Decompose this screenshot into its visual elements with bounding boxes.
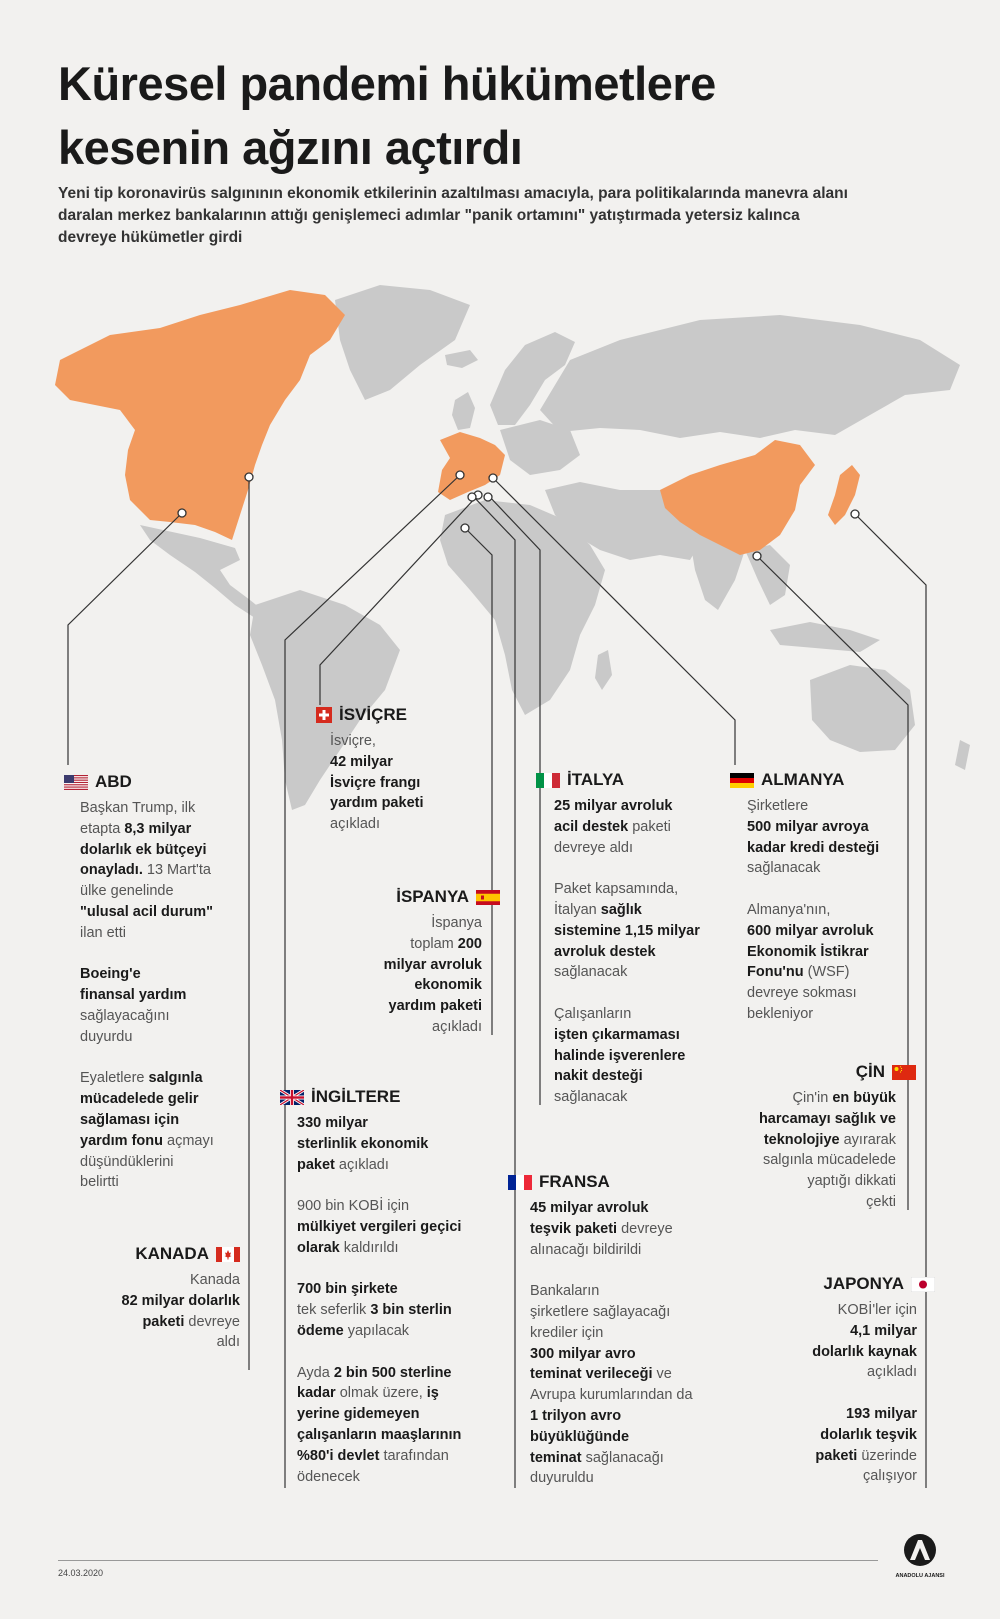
- country-name: ABD: [95, 771, 132, 791]
- country-text: [320, 913, 500, 1038]
- country-text: [536, 796, 736, 1108]
- country-name: İTALYA: [567, 769, 625, 789]
- paragraph: Başkan Trump, ilk etapta 8,3 milyar dolarlık ek bütçeyi onayladı. 13 Mart'ta ülke genelinde "ulusal acil durum" ilan etti: [80, 800, 213, 941]
- country-block-isvicre: [316, 703, 496, 856]
- country-name: İSPANYA: [396, 886, 469, 906]
- paragraph: Bankaların şirketlere sağlayacağı krediler için 300 milyar avro teminat verileceği ve Avrupa kurumlarından da 1 trilyon avro büyüklüğünde teminat sağlanacağı duyuruldu: [530, 1283, 693, 1487]
- paragraph: Ayda 2 bin 500 sterline kadar olmak üzere, iş yerine gidemeyen çalışanların maaşlarının %80'i devlet tarafından ödenecek: [297, 1364, 462, 1485]
- country-text: [280, 1113, 500, 1487]
- paragraph: 25 milyar avroluk acil destek paketi devreye aldı: [554, 798, 673, 856]
- country-name: ALMANYA: [761, 769, 845, 789]
- japan-flag-icon: [911, 1277, 935, 1292]
- italy-flag-icon: [536, 773, 560, 788]
- madagascar-shape: [595, 650, 612, 690]
- country-block-abd: [64, 770, 244, 1214]
- paragraph: Çalışanların işten çıkarmaması halinde işverenlere nakit desteği sağlanacak: [554, 1005, 686, 1106]
- country-block-italya: [536, 768, 736, 1129]
- iceland-shape: [445, 350, 478, 368]
- paragraph: 330 milyar sterlinlik ekonomik paket açıkladı: [297, 1115, 429, 1173]
- paragraph: Paket kapsamında, İtalyan sağlık sistemine 1,15 milyar avroluk destek sağlanacak: [554, 881, 700, 981]
- uk-shape: [452, 392, 475, 430]
- country-name: İNGİLTERE: [311, 1086, 401, 1106]
- paragraph: 900 bin KOBİ için mülkiyet vergileri geçici olarak kaldırıldı: [297, 1198, 462, 1256]
- page-subtitle: Yeni tip koronavirüs salgınının ekonomik etkilerinin azaltılması amacıyla, para politikalarında manevra alanı daralan merkez bankalarının attığı genişlemeci adımlar "panik ortamını" yatıştırmada yetersiz kalınca devreye hükümetler girdi: [58, 185, 848, 246]
- paragraph: KOBİ'ler için 4,1 milyar dolarlık kaynak açıkladı: [812, 1302, 917, 1381]
- north-america-shape: [55, 290, 345, 540]
- country-block-almanya: [730, 768, 930, 1046]
- country-text: [730, 796, 930, 1025]
- paragraph: Boeing'e finansal yardım sağlayacağını duyurdu: [80, 966, 187, 1045]
- paragraph: 700 bin şirkete tek seferlik 3 bin sterlin ödeme yapılacak: [297, 1281, 452, 1339]
- country-text: [720, 1088, 916, 1213]
- europe-highlight-shape: [438, 432, 505, 500]
- country-block-ingiltere: [280, 1085, 500, 1508]
- greenland-shape: [335, 285, 470, 400]
- china-flag-icon: [892, 1065, 916, 1080]
- country-text: [316, 731, 496, 835]
- france-flag-icon: [508, 1175, 532, 1190]
- aa-logo-icon: [890, 1530, 950, 1590]
- country-name: KANADA: [135, 1243, 209, 1263]
- paragraph: İsviçre, 42 milyar İsviçre frangı yardım paketi açıkladı: [330, 733, 424, 833]
- logo-text: ANADOLU AJANSI: [895, 1573, 945, 1579]
- country-name: JAPONYA: [823, 1273, 904, 1293]
- uk-flag-icon: [280, 1090, 304, 1105]
- paragraph: Almanya'nın, 600 milyar avroluk Ekonomik İstikrar Fonu'nu (WSF) devreye sokması bekleniyor: [747, 901, 874, 1022]
- title-line-2: kesenin ağzını açtırdı: [58, 121, 523, 174]
- germany-flag-icon: [730, 773, 754, 788]
- canada-flag-icon: [216, 1247, 240, 1262]
- paragraph: Çin'in en büyük harcamayı sağlık ve teknolojiye ayırarak salgınla mücadelede yaptığı dikkati çekti: [758, 1090, 896, 1210]
- japan-shape: [828, 465, 860, 525]
- country-block-ispanya: [320, 885, 500, 1059]
- us-flag-icon: [64, 775, 88, 790]
- country-name: İSVİÇRE: [339, 704, 408, 724]
- australia-shape: [810, 665, 915, 752]
- country-block-cin: [720, 1060, 916, 1234]
- country-block-kanada: [80, 1242, 240, 1374]
- paragraph: Şirketlere 500 milyar avroya kadar kredi desteği sağlanacak: [747, 798, 880, 877]
- page-title: [58, 52, 958, 180]
- central-america-shape: [140, 525, 265, 618]
- indonesia-shape: [770, 622, 880, 652]
- spain-flag-icon: [476, 890, 500, 905]
- paragraph: 45 milyar avroluk teşvik paketi devreye alınacağı bildirildi: [530, 1200, 673, 1258]
- country-text: [80, 1270, 240, 1353]
- country-name: FRANSA: [539, 1171, 610, 1191]
- paragraph: Eyaletlere salgınla mücadelede gelir sağlaması için yardım fonu açmayı düşündüklerini belirtti: [80, 1070, 214, 1191]
- new-zealand-shape: [955, 740, 970, 770]
- country-text: [64, 798, 244, 1193]
- switzerland-flag-icon: [316, 707, 332, 723]
- southeast-asia-shape: [745, 545, 790, 605]
- paragraph: Kanada 82 milyar dolarlık paketi devreye aldı: [121, 1272, 240, 1351]
- paragraph: 193 milyar dolarlık teşvik paketi üzerinde çalışıyor: [815, 1405, 917, 1485]
- footer-divider: [58, 1560, 878, 1561]
- country-text: [745, 1300, 935, 1487]
- country-text: [508, 1198, 723, 1489]
- title-line-1: Küresel pandemi hükümetlere: [58, 57, 716, 110]
- russia-shape: [540, 315, 960, 438]
- country-block-fransa: [508, 1170, 723, 1510]
- publish-date: 24.03.2020: [58, 1568, 104, 1578]
- country-name: ÇİN: [855, 1061, 885, 1081]
- country-block-japonya: [745, 1272, 935, 1508]
- paragraph: İspanya toplam 200 milyar avroluk ekonomik yardım paketi açıkladı: [383, 915, 482, 1035]
